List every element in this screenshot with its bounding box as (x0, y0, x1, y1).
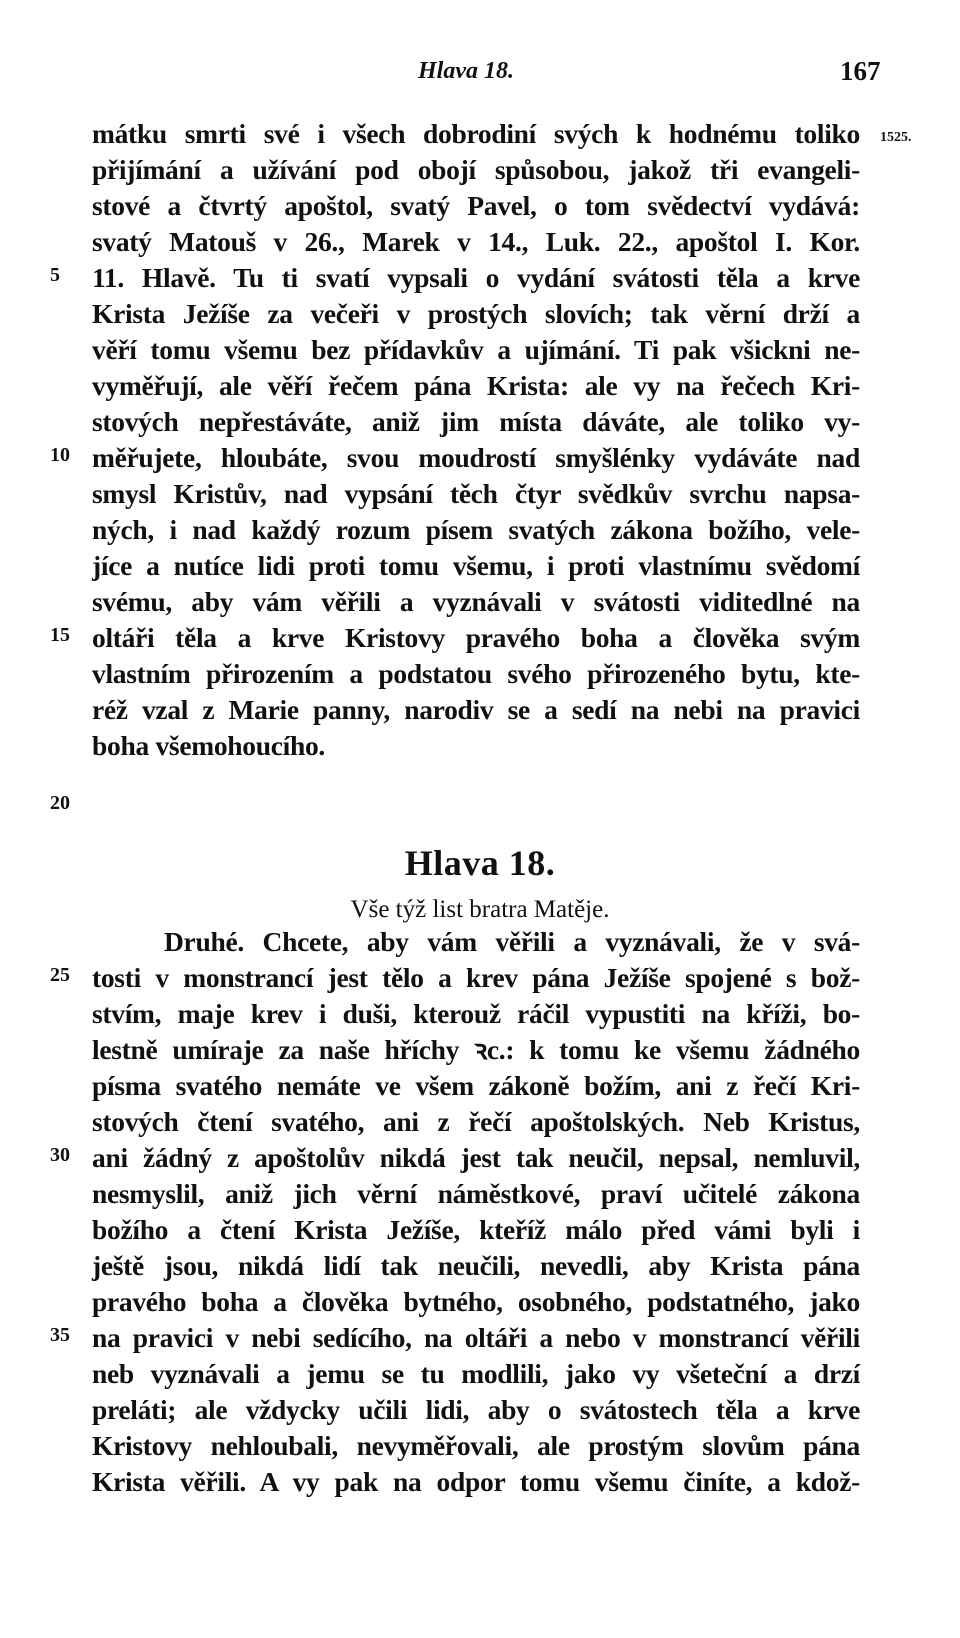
text-line: přijímání a užívání pod obojí spůsobou, jakož tři evangeli- (92, 154, 860, 185)
text-line: boha všemohoucího. (92, 730, 325, 761)
text-line: stových čtení svatého, ani z řečí apoštolských. Neb Kristus, (92, 1106, 860, 1137)
text-line: ani žádný z apoštolův nikdá jest tak neučil, nepsal, nemluvil, (92, 1142, 860, 1173)
text-line: svatý Matouš v 26., Marek v 14., Luk. 22., apoštol I. Kor. (92, 226, 860, 257)
text-line: oltáři těla a krve Kristovy pravého boha a člověka svým (92, 622, 860, 653)
chapter-title: Hlava 18. (404, 843, 556, 883)
line-number: 35 (50, 1324, 70, 1346)
text-line: ještě jsou, nikdá lidí tak neučili, nevedli, aby Krista pána (92, 1250, 860, 1281)
text-line: věří tomu všemu bez přídavkův a ujímání. Ti pak všickni ne- (92, 334, 860, 365)
text-line: preláti; ale vždycky učili lidi, aby o svátostech těla a krve (92, 1394, 860, 1425)
text-line: vlastním přirozením a podstatou svého přirozeného bytu, kte- (92, 658, 860, 689)
text-line: svému, aby vám věřili a vyznávali v svátosti viditedlné na (92, 586, 860, 617)
text-line: vyměřují, ale věří řečem pána Krista: ale vy na řečech Kri- (92, 370, 860, 401)
line-number: 5 (50, 264, 60, 286)
text-line: Kristovy nehloubali, nevyměřovali, ale prostým slovům pána (92, 1430, 860, 1461)
text-line: pravého boha a člověka bytného, osobného, podstatného, jako (92, 1286, 860, 1317)
line-number: 10 (50, 444, 70, 466)
text-line: božího a čtení Krista Ježíše, kteříž málo před vámi byli i (92, 1214, 860, 1245)
text-line: smysl Kristův, nad vypsání těch čtyr svědkův svrchu napsa- (92, 478, 860, 509)
text-line: lestně umíraje za naše hříchy ꝛc.: k tomu ke všemu žádného (92, 1034, 860, 1065)
text-line: mátku smrti své i všech dobrodiní svých k hodnému toliko (92, 118, 860, 149)
text-line: Krista Ježíše za večeři v prostých slovích; tak věrní drží a (92, 298, 860, 329)
line-number: 20 (50, 792, 70, 814)
text-line: tosti v monstrancí jest tělo a krev pána Ježíše spojené s bož- (92, 962, 860, 993)
text-line: písma svatého nemáte ve všem zákoně božím, ani z řečí Kri- (92, 1070, 860, 1101)
text-line: réž vzal z Marie panny, narodiv se a sedí na nebi na pravici (92, 694, 860, 725)
text-line: Krista věřili. A vy pak na odpor tomu všemu činíte, a kdož- (92, 1466, 860, 1497)
text-line: stvím, maje krev i duši, kterouž ráčil vypustiti na kříži, bo- (92, 998, 860, 1029)
running-head (0, 52, 960, 92)
text-line: Druhé. Chcete, aby vám věřili a vyznávali, že v svá- (164, 926, 860, 957)
line-number: 25 (50, 964, 70, 986)
text-line: neb vyznávali a jemu se tu modlili, jako vy všeteční a drzí (92, 1358, 860, 1389)
text-line: ných, i nad každý rozum písem svatých zákona božího, vele- (92, 514, 860, 545)
chapter-subtitle: Vše týž list bratra Matěje. (350, 896, 610, 923)
margin-year: 1525. (880, 130, 912, 145)
text-line: jíce a nutíce lidi proti tomu všemu, i proti vlastnímu svědomí (92, 550, 860, 581)
line-number: 15 (50, 624, 70, 646)
page-number: 167 (840, 56, 881, 86)
running-title: Hlava 18. (418, 58, 514, 84)
text-line: 11. Hlavě. Tu ti svatí vypsali o vydání svátosti těla a krve (92, 262, 860, 293)
text-line: stových nepřestáváte, aniž jim místa dáváte, ale toliko vy- (92, 406, 860, 437)
text-line: na pravici v nebi sedícího, na oltáři a nebo v monstrancí věřili (92, 1322, 860, 1353)
text-line: nesmyslil, aniž jich věrní náměstkové, praví učitelé zákona (92, 1178, 860, 1209)
line-number: 30 (50, 1144, 70, 1166)
text-line: stové a čtvrtý apoštol, svatý Pavel, o tom svědectví vydává: (92, 190, 860, 221)
text-line: měřujete, hloubáte, svou moudrostí smyšlénky vydáváte nad (92, 442, 860, 473)
